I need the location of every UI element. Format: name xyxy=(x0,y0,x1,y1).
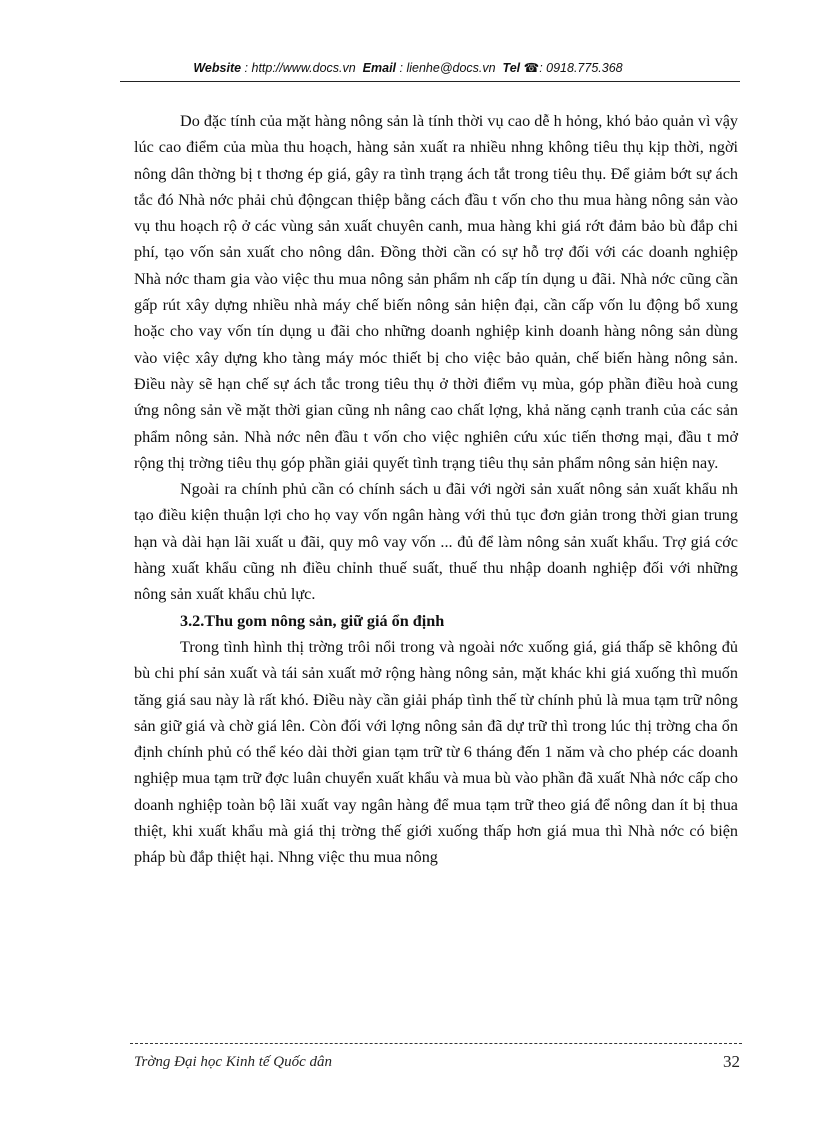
website-value[interactable]: : http://www.docs.vn xyxy=(244,61,356,75)
header-divider xyxy=(120,81,740,82)
tel-label: Tel xyxy=(502,61,521,75)
paragraph-2: Ngoài ra chính phủ cần có chính sách u đãi với ngời sản xuất nông sản xuất khẩu nh tạo điều kiện thuận lợi cho họ vay vốn ngân hàng với thủ tục đơn giản trong thời gian trung hạn và dài hạn lãi xuất u đãi, quy mô vay vốn ... đủ để làm nông sản xuất khẩu. Trợ giá cớc hàng xuất khẩu cũng nh điều chỉnh thuế suất, thuế thu nhập doanh nghiệp đối với những nông sản xuất khẩu chủ lực. xyxy=(134,480,738,604)
paragraph-1: Do đặc tính của mặt hàng nông sản là tính thời vụ cao dễ h hỏng, khó bảo quản vì vậy lúc cao điểm của mùa thu hoạch, hàng sản xuất ra nhiều nhng không tiêu thụ kịp thời, ngời nông dân thờng bị t thơng ép giá, gây ra tình trạng ách tắt trong tiêu thụ. Để giảm bớt sự ách tắc đó Nhà nớc phải chủ độngcan thiệp bằng cách đầu t vốn cho thu mua hàng nông sản vào vụ thu hoạch rộ ở các vùng sản xuất chuyên canh, mua hàng khi giá rớt đảm bảo bù đắp chi phí, tạo vốn sản xuất cho nông dân. Đồng thời cần có sự hỗ trợ đối với các doanh nghiệp Nhà nớc tham gia vào việc thu mua nông sản phẩm nh cấp tín dụng u đãi. Nhà nớc cũng cần gấp rút xây dựng nhiều nhà máy chế biến nông sản hiện đại, cần cấp vốn lu động bổ xung hoặc cho vay vốn tín dụng u đãi cho những doanh nghiệp kinh doanh hàng nông sản dùng vào việc xây dựng kho tàng máy móc thiết bị cho việc bảo quản, chế biến hàng nông sản. Điều này sẽ hạn chế sự ách tắc trong tiêu thụ ở thời điểm vụ mùa, góp phần điều hoà cung ứng nông sản về mặt thời gian cũng nh nâng cao chất lợng, khả năng cạnh tranh của các sản phẩm nông sản. Nhà nớc nên đầu t vốn cho việc nghiên cứu xúc tiến thơng mại, đầu t mở rộng thị trờng tiêu thụ góp phần giải quyết tình trạng tiêu thụ sản phẩm nông sản hiện nay. xyxy=(134,112,738,472)
email-value[interactable]: : lienhe@docs.vn xyxy=(399,61,496,75)
page-header xyxy=(0,60,816,75)
footer-school-name: Trờng Đại học Kinh tế Quốc dân xyxy=(134,1054,333,1070)
section-heading: 3.2.Thu gom nông sản, giữ giá ổn định xyxy=(180,611,445,630)
document-body xyxy=(134,108,738,871)
website-label: Website xyxy=(193,61,242,75)
footer-divider xyxy=(130,1043,742,1044)
paragraph-3: Trong tình hình thị trờng trôi nổi trong và ngoài nớc xuống giá, giá thấp sẽ không đủ bù chi phí sản xuất và tái sản xuất mở rộng hàng nông sản, mặt khác khi giá xuống thì muốn tăng giá sau này là rất khó. Điều này cần giải pháp tình thế từ chính phủ là mua tạm trữ nông sản giữ giá và chờ giá lên. Còn đối với lợng nông sản đã dự trữ thì trong lúc thị trờng cha ổn định chính phủ có thể kéo dài thời gian tạm trữ từ 6 tháng đến 1 năm và cho phép các doanh nghiệp mua tạm trữ đợc luân chuyển xuất khẩu và mua bù vào phần đã xuất Nhà nớc cấp cho doanh nghiệp toàn bộ lãi xuất vay ngân hàng để mua tạm trữ theo giá để nông dan ít bị thua thiệt, khi xuất khẩu mà giá thị trờng thế giới xuống thấp hơn giá mua thì Nhà nớc có biện pháp bù đắp thiệt hại. Nhng việc thu mua nông xyxy=(134,637,738,867)
tel-value: ☎: 0918.775.368 xyxy=(523,61,623,75)
email-label: Email xyxy=(362,61,397,75)
page-number: 32 xyxy=(723,1052,740,1071)
